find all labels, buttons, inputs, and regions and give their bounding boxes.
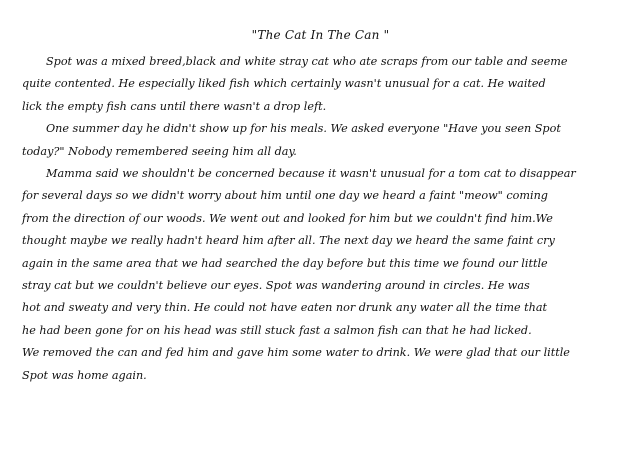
- story-line: from the direction of our woods. We went out and looked for him but we couldn't find him.We: [22, 211, 553, 225]
- story-line: Spot was home again.: [22, 368, 147, 382]
- story-line: hot and sweaty and very thin. He could not have eaten nor drunk any water all the time that: [22, 301, 547, 315]
- story-line: stray cat but we couldn't believe our eyes. Spot was wandering around in circles. He was: [22, 279, 530, 293]
- story-line: One summer day he didn't show up for his meals. We asked everyone "Have you seen Spot: [46, 122, 561, 136]
- story-line: again in the same area that we had searched the day before but this time we found our little: [22, 256, 548, 270]
- story-line: today?" Nobody remembered seeing him all day.: [22, 144, 297, 158]
- story-line: Mamma said we shouldn't be concerned because it wasn't unusual for a tom cat to disappear: [46, 167, 576, 181]
- document-title: "The Cat In The Can ": [251, 28, 390, 42]
- story-line: We removed the can and fed him and gave him some water to drink. We were glad that our little: [22, 346, 570, 360]
- story-line: he had been gone for on his head was still stuck fast a salmon fish can that he had licked.: [22, 323, 532, 337]
- story-line: for several days so we didn't worry about him until one day we heard a faint "meow" coming: [22, 189, 548, 203]
- story-line: quite contented. He especially liked fish which certainly wasn't unusual for a cat. He waited: [22, 77, 546, 91]
- story-body: [22, 51, 619, 387]
- story-line: Spot was a mixed breed,black and white stray cat who ate scraps from our table and seeme: [46, 55, 568, 68]
- story-line: lick the empty fish cans until there wasn't a drop left.: [22, 99, 327, 113]
- story-line: thought maybe we really hadn't heard him after all. The next day we heard the same faint cry: [22, 234, 555, 248]
